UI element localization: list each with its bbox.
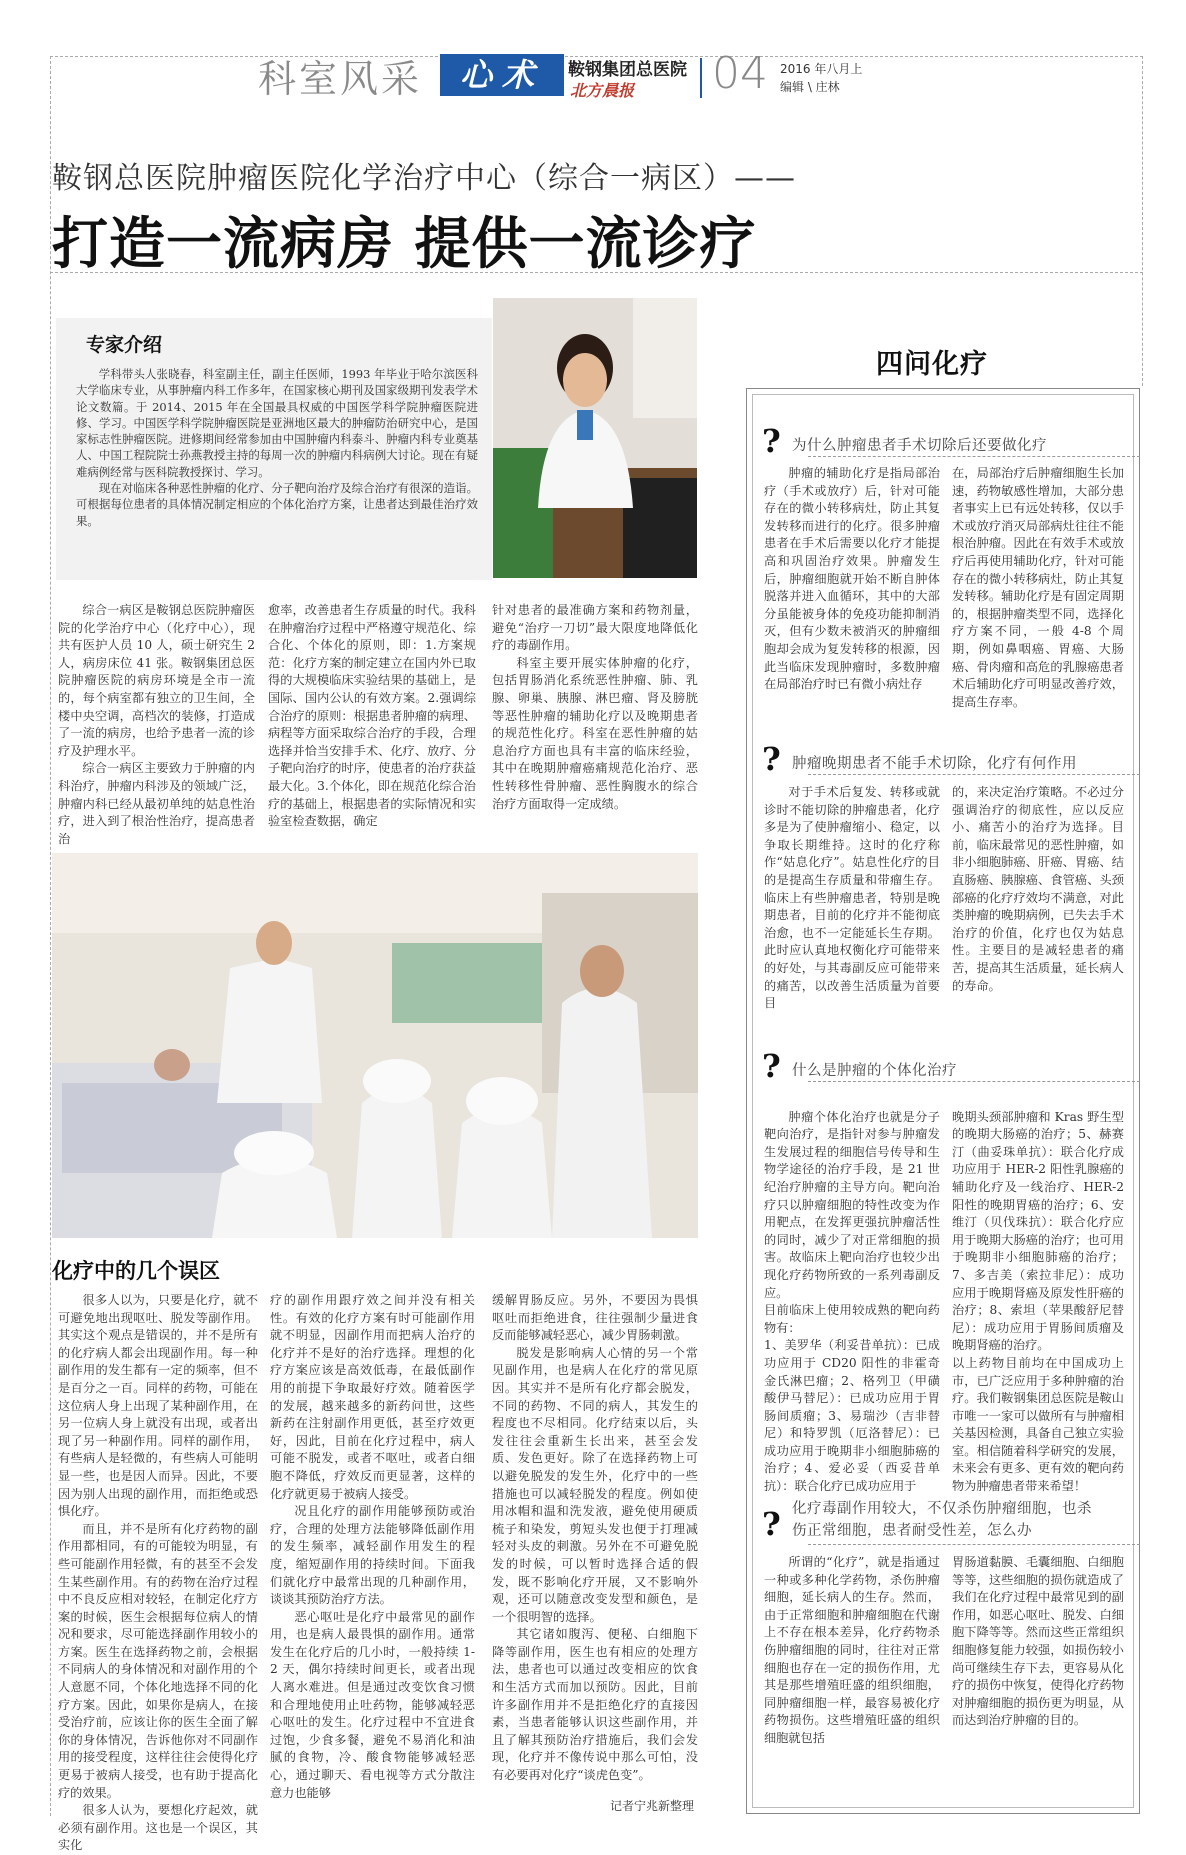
myths-paragraph: 缓解胃肠反应。另外，不要因为畏惧呕吐而拒绝进食，往往强制少量进食反而能够减轻恶心，减少胃肠刺激。 [492,1293,698,1343]
faq-question: 肿瘤晚期患者不能手术切除，化疗有何作用 [792,756,1077,772]
question-mark-icon: ? [762,740,781,778]
myths-paragraph: 其它诸如腹泻、便秘、白细胞下降等副作用，医生也有相应的处理方法，患者也可以通过改变相应的饮食和生活方式而加以预防。因此，目前许多副作用并不是拒绝化疗的直接因素，当患者能够认识这些副作用，并且了解其预防治疗措施后，我们会发现，化疗并不像传说中那么可怕，没有必要再对化疗“谈虎色变”。 [492,1627,698,1783]
faq-question-rule [808,1544,1140,1545]
partner-logo: 北方晨报 [570,81,635,100]
faq-heading: 四问化疗 [876,349,988,380]
masthead-divider [700,58,702,98]
faq-answer: 肿瘤的辅助化疗是指局部治疗（手术或放疗）后，针对可能存在的微小转移病灶，防止其复发转移而进行的化疗。很多肿瘤患者在手术后需要以化疗才能提高和巩固治疗效果。肿瘤发生后，肿瘤细胞就开始不断自肿体脱落并进入血循环，其中的大部分虽能被身体的免疫功能抑制消灭，但有少数未被消灭的肿瘤细胞却会成为复发转移的根源，因此当临床发现肿瘤时，多数肿瘤在局部治疗时已有微小病灶存 [764,466,940,692]
question-mark-icon: ? [762,422,781,460]
myths-paragraph: 疗的副作用跟疗效之间并没有相关性。有效的化疗方案有时可能副作用就不明显，因副作用而把病人治疗的化疗并不是好的治疗选择。理想的化疗方案应该是高效低毒，在最低副作用的前提下争取最好疗效。随着医学的发展，越来越多的新药问世，这些新药在注射副作用更低，甚至疗效更好，因此，目前在化疗过程中，病人可能不脱发，或者不呕吐，或者白细胞不降低，疗效反而更显著，这样的化疗就更易于被病人接受。 [270,1293,475,1501]
faq-question: 为什么肿瘤患者手术切除后还要做化疗 [792,438,1047,454]
expert-heading: 专家介绍 [86,334,163,356]
headline-kicker: 鞍钢总医院肿瘤医院化学治疗中心（综合一病区）—— [52,161,796,196]
myths-paragraph: 很多人以为，只要是化疗，就不可避免地出现呕吐、脱发等副作用。其实这个观点是错误的，并不是所有的化疗病人都会出现副作用。每一种副作用的发生都有一定的频率，但不是百分之一百。同样的药物，可能在这位病人身上出现了某种副作用，在另一位病人身上就没有出现，或者出现了另一种副作用。同样的副作用，有些病人是轻微的，有些病人可能明显一些，也是因人而异。因此，不要因为别人出现的副作用，而拒绝或恐惧化疗。 [58,1293,258,1519]
faq-answer-column [952,1091,1124,1513]
faq-answer-column [952,1554,1124,1730]
page-border-right [1142,56,1143,386]
faq-question-rule [808,774,1140,775]
headline-title: 打造一流病房 提供一流诊疗 [52,212,757,277]
editor: 编辑 \ 庄林 [780,80,840,94]
myths-byline: 记者宁兆新整理 [610,1799,695,1813]
myths-column-1 [58,1292,258,1855]
article-paragraph: 愈率，改善患者生存质量的时代。我科在肿瘤治疗过程中严格遵守规范化、综合化、个体化的原则，即：1.方案规范：化疗方案的制定建立在国内外已取得的大规模临床实验结果的基础上，是国际、国内公认的有效方案。2.强调综合治疗的原则：根据患者肿瘤的病理、病程等方面采取综合治疗的手段，合理选择并恰当安排手术、化疗、放疗、分子靶向治疗的时序，使患者的治疗获益最大化。3.个体化，即在规范化综合治疗的基础上，根据患者的实际情况和实验室检查数据，确定 [268,603,476,829]
faq-answer: 对于手术后复发、转移或就诊时不能切除的肿瘤患者，化疗多是为了使肿瘤缩小、稳定，以争取长期维持。这时的化疗称作“姑息化疗”。姑息性化疗的目的是提高生存质量和带瘤生存。临床上有些肿瘤患者，特别是晚期患者，目前的化疗并不能彻底治愈，也不一定能延长生存期。此时应认真地权衡化疗可能带来的好处，与其毒副反应可能带来的痛苦，以改善生活质量为首要目 [764,785,940,1011]
page-number: 04 [712,48,768,99]
article-paragraph: 科室主要开展实体肿瘤的化疗，包括胃肠消化系统恶性肿瘤、肺、乳腺、卵巢、胰腺、淋巴瘤、肾及膀胱等恶性肿瘤的辅助化疗以及晚期患者的规范性化疗。科室在恶性肿瘤的姑息治疗方面也具有丰富的临床经验，其中在晚期肿瘤癌痛规范化治疗、恶性转移性骨肿瘤、恶性胸腹水的综合治疗方面取得一定成绩。 [492,655,698,811]
faq-answer: 在，局部治疗后肿瘤细胞生长加速，药物敏感性增加，大部分患者事实上已有远处转移，仅以手术或放疗消灭局部病灶往往不能根治肿瘤。因此在有效手术或放疗后再使用辅助化疗，针对可能存在的微小转移病灶，防止其复发转移。辅助化疗是有固定周期的，根据肿瘤类型不同，选择化疗方案不同，一般 4-8 个周期，例如鼻咽癌、胃癌、大肠癌、骨肉瘤和高危的乳腺癌患者术后辅助化疗可明显改善疗效，提高生存率。 [952,466,1124,709]
issue-date: 2016 年八月上 [780,62,863,76]
expert-paragraph: 现在对临床各种恶性肿瘤的化疗、分子靶向治疗及综合治疗有很深的造诣。可根据每位患者的具体情况制定相应的个体化治疗方案，让患者达到最佳治疗效果。 [76,481,478,528]
article-paragraph: 综合一病区是鞍钢总医院肿瘤医院的化学治疗中心（化疗中心），现共有医护人员 10 人，硕士研究生 2 人，病房床位 41 张。鞍钢集团总医院肿瘤医院的病房环境是全市一流的，每个病室都有独立的卫生间，全楼中央空调，高档次的装修，打造成了一流的病房，也给予患者一流的诊疗及护理水平。 [58,603,255,758]
ward-round-photo [52,853,698,1238]
section-name: 科室风采 [258,57,423,101]
myths-paragraph: 况且化疗的副作用能够预防或治疗，合理的处理方法能够降低副作用的发生频率，减轻副作用发生的程度，缩短副作用的持续时间。下面我们就化疗中最常出现的几种副作用，谈谈其预防治疗方法。 [270,1504,475,1607]
faq-answer: 的，来决定治疗策略。不必过分强调治疗的彻底性，应以反应小、痛苦小的治疗为选择。目前，临床最常见的恶性肿瘤，如非小细胞肺癌、肝癌、胃癌、结直肠癌、胰腺癌、食管癌、头颈部癌的化疗疗效均不满意，对此类肿瘤的晚期病例，已失去手术治疗的价值，化疗也仅为姑息性。主要目的是减轻患者的痛苦，提高其生活质量，延长病人的寿命。 [952,785,1124,993]
article-column-3 [492,602,698,813]
myths-paragraph: 而且，并不是所有化疗药物的副作用都相同，有的可能较为明显，有些可能副作用轻微，有的甚至不会发生某些副作用。有的药物在治疗过程中不良反应相对较轻，在制定化疗方案的时候，医生会根据每位病人的情况和要求，尽可能选择副作用较小的方案。医生在选择药物之前，会根据不同病人的身体情况和对副作用的个人意愿不同，个体化地选择不同的化疗方案。因此，如果你是病人，在接受治疗前，应该让你的医生全面了解你的身体情况，告诉他你对不同副作用的接受程度，这样往往会使得化疗更易于被病人接受，也有助于提高化疗的效果。 [58,1521,258,1800]
article-paragraph: 针对患者的最准确方案和药物剂量，避免“治疗一刀切”最大限度地降低化疗的毒副作用。 [492,603,698,653]
faq-answer: 胃肠道黏膜、毛囊细胞、白细胞等等，这些细胞的损伤就造成了我们在化疗过程中最常见到的副作用，如恶心呕吐、脱发、白细胞下降等等。然而这些正常组织细胞修复能力较强，如损伤较小尚可继续生存下去，更容易从化疗的损伤中恢复，使得化疗药物对肿瘤细胞的损伤更为明显，从而达到治疗肿瘤的目的。 [952,1555,1124,1728]
faq-answer: 所谓的“化疗”，就是指通过一种或多种化学药物，杀伤肿瘤细胞，延长病人的生存。然而，由于正常细胞和肿瘤细胞在代谢上不存在根本差异，化疗药物杀伤肿瘤细胞的同时，往往对正常细胞也存在一定的损伤作用，尤其是那些增殖旺盛的组织细胞，同肿瘤细胞一样，最容易被化疗药物损伤。这些增殖旺盛的组织细胞就包括 [764,1555,940,1745]
article-paragraph: 综合一病区主要致力于肿瘤的内科治疗，肿瘤内科涉及的领域广泛，肿瘤内科已经从最初单纯的姑息性治疗，进入到了根治性治疗，提高患者治 [58,761,255,846]
question-mark-icon: ? [762,1505,781,1543]
article-column-2 [268,602,476,831]
headline-rule [50,272,1143,273]
faq-question-rule [808,1081,1140,1082]
myths-paragraph: 很多人认为，要想化疗起效，就必须有副作用。这也是一个误区，其实化 [58,1803,258,1853]
faq-question: 化疗毒副作用较大，不仅杀伤肿瘤细胞，也杀伤正常细胞，患者耐受性差，怎么办 [792,1501,1092,1539]
page-border-left [50,56,51,1816]
logo-text: 心术 [459,56,544,94]
faq-answer-column [764,1554,940,1748]
expert-text [76,366,478,529]
myths-column-3 [492,1292,698,1785]
faq-answer-column [952,465,1124,711]
article-column-1 [58,602,255,848]
myths-paragraph: 脱发是影响病人心情的另一个常见副作用，也是病人在化疗的常见原因。其实并不是所有化疗都会脱发，不同的药物、不同的病人，其发生的程度也不尽相同。化疗结束以后，头发往往会重新生长出来，甚至会发质、发色更好。除了在选择药物上可以避免脱发的发生外，化疗中的一些措施也可以减轻脱发的程度。例如使用冰帽和温和洗发液，避免使用硬质梳子和染发，剪短头发也便于打理减轻对头皮的刺激。另外在不可避免脱发的时候，可以暂时选择合适的假发，既不影响化疗开展，又不影响外观，还可以随意改变发型和颜色，是一个很明智的选择。 [492,1345,698,1624]
doctor-portrait-photo [493,298,697,578]
faq-answer-column [764,784,940,1013]
myths-heading: 化疗中的几个误区 [52,1259,220,1283]
faq-answer: 肿瘤个体化治疗也就是分子靶向治疗，是指针对参与肿瘤发生发展过程的细胞信号传导和生物学途径的治疗手段，是 21 世纪治疗肿瘤的主导方向。靶向治疗只以肿瘤细胞的特性改变为作用靶点，在发挥更强抗肿瘤活性的同时，减少了对正常细胞的损害。故临床上靶向治疗也较少出现化疗药物所致的一系列毒副反应。 目前临床上使用较成熟的靶向药物有： 1、美罗华（利妥昔单抗）：已成功应用于 CD20 阳性的非霍奇金氏淋巴瘤；2、格列卫（甲磺酸伊马替尼）：已成功应用于胃肠间质瘤；3、易瑞沙（吉非替尼）和特罗凯（厄洛替尼）：已成功应用于晚期非小细胞肺癌的治疗；4、爱必妥（西妥昔单抗）：联合化疗已成功应用于 [764,1109,940,1494]
faq-answer-column [764,465,940,694]
hospital-name: 鞍钢集团总医院 [568,60,687,80]
faq-question: 什么是肿瘤的个体化治疗 [792,1063,957,1079]
question-mark-icon: ? [762,1047,781,1085]
faq-answer-column [764,1091,940,1513]
faq-answer: 晚期头颈部肿瘤和 Kras 野生型的晚期大肠癌的治疗；5、赫赛汀（曲妥珠单抗）：联合化疗成功应用于 HER-2 阳性乳腺癌的辅助化疗及一线治疗、HER-2 阳性的晚期胃癌的治疗；6、安维汀（贝伐珠抗）：联合化疗应用于晚期大肠癌的治疗；也可用于晚期非小细胞肺癌的治疗；7、多吉美（索拉非尼）：成功应用于晚期肾癌及原发性肝癌的治疗；8、索坦（苹果酸舒尼替尼）：成功应用于胃肠间质瘤及晚期肾癌的治疗。 以上药物目前均在中国成功上市，已广泛应用于多种肿瘤的治疗。我们鞍钢集团总医院是鞍山市唯一一家可以做所有与肿瘤相关基因检测，具备自己独立实验室。相信随着科学研究的发展，未来会有更多、更有效的靶向药物为肿瘤患者带来希望！ [952,1109,1124,1494]
faq-answer-column [952,784,1124,995]
expert-paragraph: 学科带头人张晓春，科室副主任，副主任医师，1993 年毕业于哈尔滨医科大学临床专业，从事肿瘤内科工作多年，在国家核心期刊及国家级期刊发表学术论文数篇。于 2014、2015 年在全国最具权威的中国医学科学院肿瘤医院进修、学习。中国医学科学院肿瘤医院是亚洲地区最大的肿瘤防治研究中心，是国家标志性肿瘤医院。进修期间经常参加由中国肿瘤内科泰斗、肿瘤内科专业奠基人、中国工程院院士孙燕教授主持的每周一次的肿瘤内科病例大讨论。现在有疑难病例经常与医科院教授探讨、学习。 [76,367,478,479]
myths-paragraph: 恶心呕吐是化疗中最常见的副作用，也是病人最畏惧的副作用。通常发生在化疗后的几小时，一般持续 1-2 天，偶尔持续时间更长，或者出现人离水难进。但是通过改变饮食习惯和合理地使用止吐药物，能够减轻恶心呕吐的发生。化疗过程中不宜进食过饱，少食多餐，避免不易消化和油腻的食物，冷、酸食物能够减轻恶心，通过聊天、看电视等方式分散注意力也能够 [270,1609,475,1800]
faq-question-rule [808,456,1140,457]
myths-column-2 [270,1292,475,1802]
